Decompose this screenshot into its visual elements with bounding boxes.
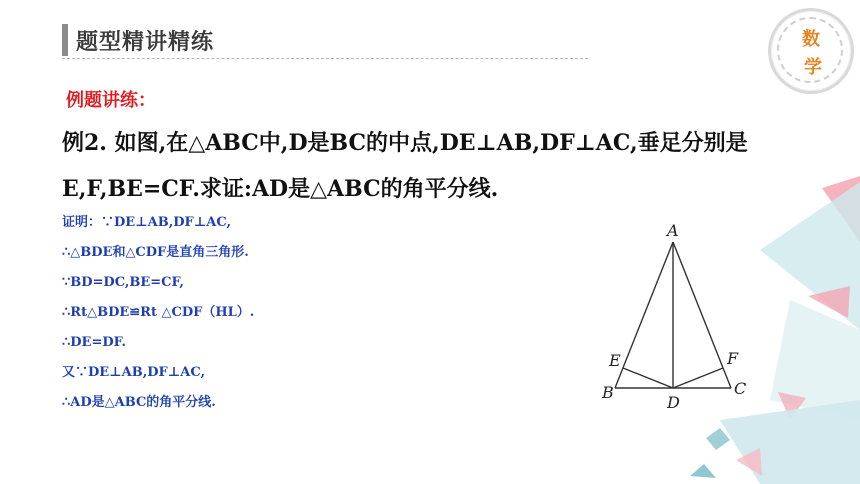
proof-line: ∴△BDE和△CDF是直角三角形. — [62, 245, 249, 260]
proof-line: 证明：∵DE⊥AB,DF⊥AC, — [62, 215, 231, 230]
problem-line-1: 例2. 如图,在△ABC中,D是BC的中点,DE⊥AB,DF⊥AC,垂足分别是 — [62, 130, 748, 156]
logo-char-shu: 数 — [802, 29, 820, 50]
segment-df — [673, 368, 723, 388]
proof-line: 又∵DE⊥AB,DF⊥AC, — [62, 365, 205, 380]
header-accent-bar — [62, 24, 68, 56]
section-label: 例题讲练： — [66, 90, 156, 111]
segment-ab — [615, 242, 673, 388]
proof-line: ∵BD=DC,BE=CF, — [62, 275, 184, 290]
proof-block — [62, 208, 254, 418]
label-d: D — [667, 393, 680, 412]
label-f: F — [727, 349, 739, 368]
proof-line: ∴Rt△BDE≌Rt △CDF（HL）. — [62, 305, 255, 320]
label-a: A — [667, 221, 679, 240]
label-e: E — [609, 351, 621, 370]
segment-ac — [673, 242, 731, 388]
logo-char-xue: 学 — [804, 57, 822, 78]
header-divider — [62, 58, 588, 59]
label-b: B — [602, 383, 614, 402]
label-c: C — [734, 379, 747, 398]
page-title: 题型精讲精练 — [76, 30, 215, 55]
triangle-diagram — [596, 220, 766, 416]
proof-line: ∴AD是△ABC的角平分线. — [62, 395, 216, 410]
problem-statement — [62, 120, 762, 212]
segment-de — [623, 368, 673, 388]
proof-line: ∴DE=DF. — [62, 335, 127, 350]
math-logo — [768, 8, 854, 94]
problem-line-2: E,F,BE=CF.求证:AD是△ABC的角平分线. — [62, 176, 499, 202]
